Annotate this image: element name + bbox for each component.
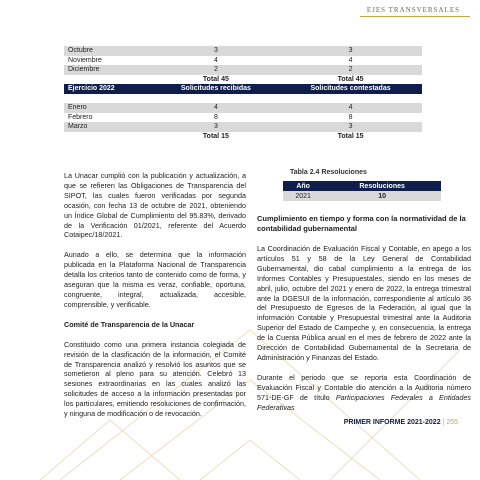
report-label: PRIMER INFORME 2021-2022 [343,419,441,426]
left-column [64,171,246,429]
subheading: Comité de Transparencia de la Unacar [64,319,195,329]
page-footer [344,419,458,426]
resolutions-table [283,181,441,201]
table-caption: Tabla 2.4 Resoluciones [290,169,367,176]
section-heading: Cumplimiento en tiempo y forma con la normatividad de la contabilidad gubernamental [257,214,466,233]
received-cell: 4 [153,56,279,66]
total-answered: Total 45 [279,75,422,85]
month-cell: Octubre [64,46,153,56]
paragraph: La Unacar cumplió con la publicación y actualización, a que se refieren las Obligaciones de Transparencia del SIPOT, las cuales fueron verificadas por segunda ocasión, con fecha 13 de octubre de 2021, obteniendo un Índice Global de Cumplimiento del 95.83%, derivado de la Verificación 01/2021, referente del Acuerdo Cotaipec/18/2021. [64,171,246,240]
total-answered: Total 15 [279,132,422,142]
received-cell: 2 [153,65,279,75]
received-cell: 4 [153,103,279,113]
answered-cell: 2 [279,65,422,75]
answered-cell: 4 [279,103,422,113]
italic-title: Participaciones Federales a Entidades Federativas [257,392,471,412]
header-bar-row [64,84,422,94]
received-cell: 3 [153,46,279,56]
table-row [64,103,422,113]
table-row [64,122,422,132]
table-row [283,191,441,201]
month-cell: Marzo [64,122,153,132]
period-header: Ejercicio 2022 [64,84,153,94]
answered-cell: 3 [279,122,422,132]
paragraph: Constituido como una primera instancia colegiada de revisión de la clasificación de la información, el Comité de Transparencia analizó y resolvió los asuntos que se sometieron al pleno para su atención. Celebró 13 sesiones extraordinarias en las cuales analizó las solicitudes de acceso a la información presentadas por los particulares, emitiendo resoluciones de confirmación, y ninguna de modificación o de revocación. [64,339,246,419]
total-received: Total 45 [153,75,279,85]
month-cell: Enero [64,103,153,113]
total-row [64,132,422,142]
resolutions-cell: 10 [323,191,441,201]
total-received: Total 15 [153,132,279,142]
table-row [64,46,422,56]
paragraph: Aunado a ello, se determina que la información publicada en la Plataforma Nacional de Transparencia detalla los criterios tanto de contenido como de forma, y aseguran que la misma es veraz, confiable, oportuna, congruente, integral, actualizada, accesible, comprensible, y verificable. [64,250,246,309]
section-header: EJES TRANSVERSALES [366,6,460,14]
received-cell: 3 [153,122,279,132]
month-cell: Noviembre [64,56,153,66]
table-row [64,65,422,75]
table-row [64,113,422,123]
paragraph: La Coordinación de Evaluación Fiscal y Contable, en apego a los artículos 51 y 58 de la Ley General de Contabilidad Gubernamental, dio cabal cumplimiento a la entrega de los Informes Contables y Presupuestales, siendo en los meses de abril, julio, octubre del 2021 y enero de 2022, la entrega trimestral ante la DGESUI de la información, correspondiente al artículo 36 del Presupuesto de Egresos de la Federación, al igual que la información Contable y Presupuestal trimestral ante la Auditoria Superior del Estado de Campeche y, en consecuencia, la entrega de la Cuenta Pública anual en el mes de febrero de 2022 ante la Dirección de Contabilidad Gubernamental de la Secretaria de Administración y Finanzas del Estado. [257,244,471,362]
received-header: Solicitudes recibidas [153,84,279,94]
total-row [64,75,422,85]
resolutions-header: Resoluciones [323,181,441,191]
answered-header: Solicitudes contestadas [279,84,422,94]
header-rule [360,16,470,17]
paragraph-text: Durante el periodo que se reporta esta Coordinación de Evaluación Fiscal y Contable dio atención a la Auditoria número 571-DE-GF de título [257,372,471,402]
year-cell: 2021 [283,191,323,201]
page-number-value: 255 [446,419,458,426]
table-header-row [283,181,441,191]
right-column [257,244,471,423]
answered-cell: 4 [279,56,422,66]
answered-cell: 3 [279,46,422,56]
month-cell: Diciembre [64,65,153,75]
paragraph [257,373,471,413]
answered-cell: 8 [279,113,422,123]
requests-table [64,46,422,141]
table-row [64,56,422,66]
page-number: | 255 [442,419,458,426]
month-cell: Febrero [64,113,153,123]
received-cell: 8 [153,113,279,123]
year-header: Año [283,181,323,191]
